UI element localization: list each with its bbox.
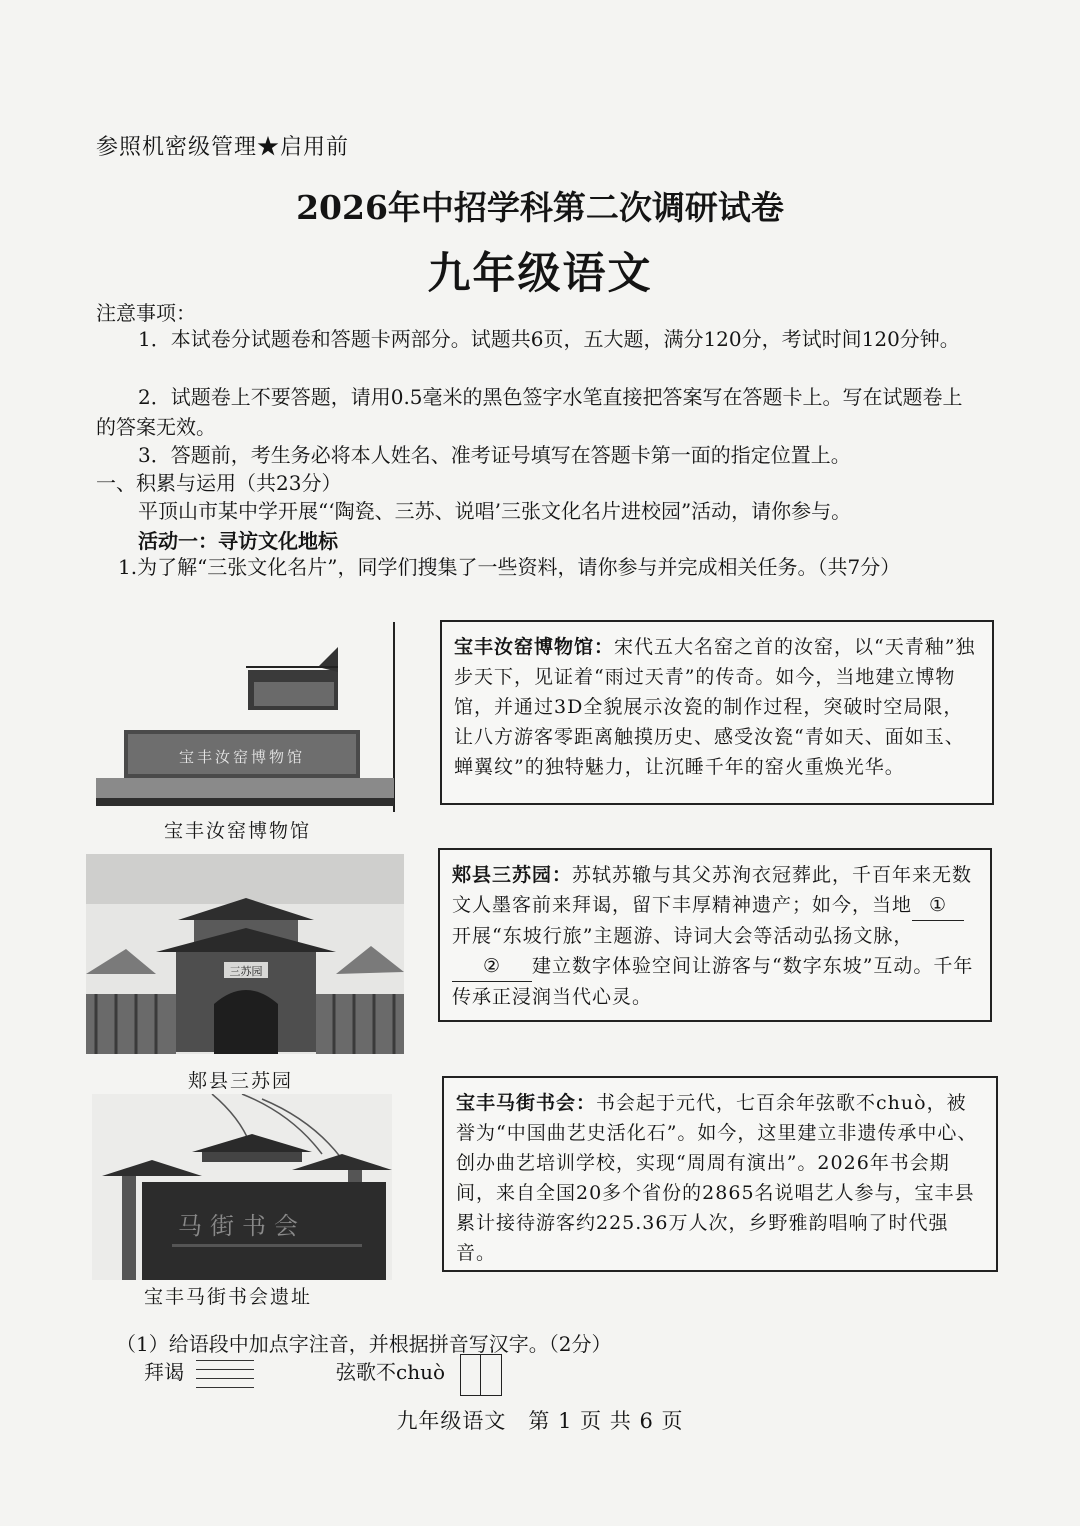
blank-1: ① — [912, 890, 964, 921]
notice-heading: 注意事项： — [96, 301, 196, 325]
character-answer-box[interactable] — [460, 1354, 502, 1396]
ru-museum-photo — [96, 622, 398, 812]
notice-item-1: 1．本试卷分试题卷和答题卡两部分。试题共6页，五大题，满分120分，考试时间120分钟。 — [138, 327, 960, 351]
notice-item-2: 2．试题卷上不要答题，请用0.5毫米的黑色签字水笔直接把答案写在答题卡上。写在试题卷上的答案无效。 — [96, 385, 963, 439]
section-heading: 一、积累与运用（共23分） — [96, 471, 342, 495]
card-ru-museum — [440, 620, 994, 805]
card-ru-text: 宋代五大名窑之首的汝窑，以“天青釉”独步天下，见证着“雨过天青”的传奇。如今，当地建立博物馆，并通过3D全貌展示汝瓷的制作过程，突破时空局限，让八方游客零距离触摸历史、感受汝瓷“青如天、面如玉、蝉翼纹”的独特魅力，让沉睡千年的窑火重焕光华。 — [454, 636, 976, 778]
confidentiality-note: 参照机密级管理★启用前 — [96, 135, 350, 160]
subject-title: 九年级语文 — [427, 249, 653, 299]
page-footer: 九年级语文 第 1 页 共 6 页 — [396, 1409, 684, 1433]
word-xiange: 弦歌不chuò — [336, 1360, 446, 1384]
card-sansu — [438, 848, 992, 1022]
question-1: 1.为了解“三张文化名片”，同学们搜集了一些资料，请你参与并完成相关任务。（共7分） — [118, 555, 901, 579]
card-sansu-text-a: 苏轼苏辙与其父苏洵衣冠葬此，千百年来无数文人墨客前来拜谒，留下丰厚精神遗产；如今，当地 — [452, 864, 973, 916]
activity-heading: 活动一：寻访文化地标 — [138, 529, 338, 553]
card-majie — [442, 1076, 998, 1272]
notice-item-3: 3．答题前，考生务必将本人姓名、准考证号填写在答题卡第一面的指定位置上。 — [138, 443, 851, 467]
blank-2: ② — [452, 951, 532, 982]
majie-caption: 宝丰马街书会遗址 — [144, 1286, 313, 1308]
majie-sign: 马街书会 — [178, 1212, 306, 1240]
sansu-garden-photo — [86, 854, 404, 1054]
sub-question-1: （1）给语段中加点字注音，并根据拼音写汉字。（2分） — [116, 1332, 612, 1356]
section-intro: 平顶山市某中学开展“‘陶瓷、三苏、说唱’三张文化名片进校园”活动，请你参与。 — [138, 499, 852, 523]
sansu-plaque: 三苏园 — [229, 965, 263, 978]
card-majie-text: 书会起于元代，七百余年弦歌不chuò，被誉为“中国曲艺史活化石”。如今，这里建立非遗传承中心、创办曲艺培训学校，实现“周周有演出”。2026年书会期间，来自全国20多个省份的2865名说唱艺人参与，宝丰县累计接待游客约225.36万人次，乡野雅韵唱响了时代强音。 — [456, 1092, 978, 1264]
word-baiye: 拜谒 — [144, 1360, 184, 1384]
ru-museum-sign: 宝丰汝窑博物馆 — [178, 748, 306, 766]
card-ru-title: 宝丰汝窑博物馆： — [454, 636, 615, 658]
card-sansu-text-b: 开展“东坡行旅”主题游、诗词大会等活动弘扬文脉， — [452, 925, 914, 947]
card-majie-title: 宝丰马街书会： — [456, 1092, 597, 1114]
sansu-caption: 郏县三苏园 — [188, 1070, 294, 1092]
exam-title: 2026年中招学科第二次调研试卷 — [296, 188, 784, 227]
card-sansu-title: 郏县三苏园： — [452, 864, 573, 886]
answer-lines[interactable] — [196, 1360, 254, 1394]
majie-photo — [92, 1094, 392, 1280]
ru-museum-caption: 宝丰汝窑博物馆 — [164, 820, 312, 842]
card-sansu-text-c: 建立数字体验空间让游客与“数字东坡”互动。千年传承正浸润当代心灵。 — [452, 955, 974, 1008]
